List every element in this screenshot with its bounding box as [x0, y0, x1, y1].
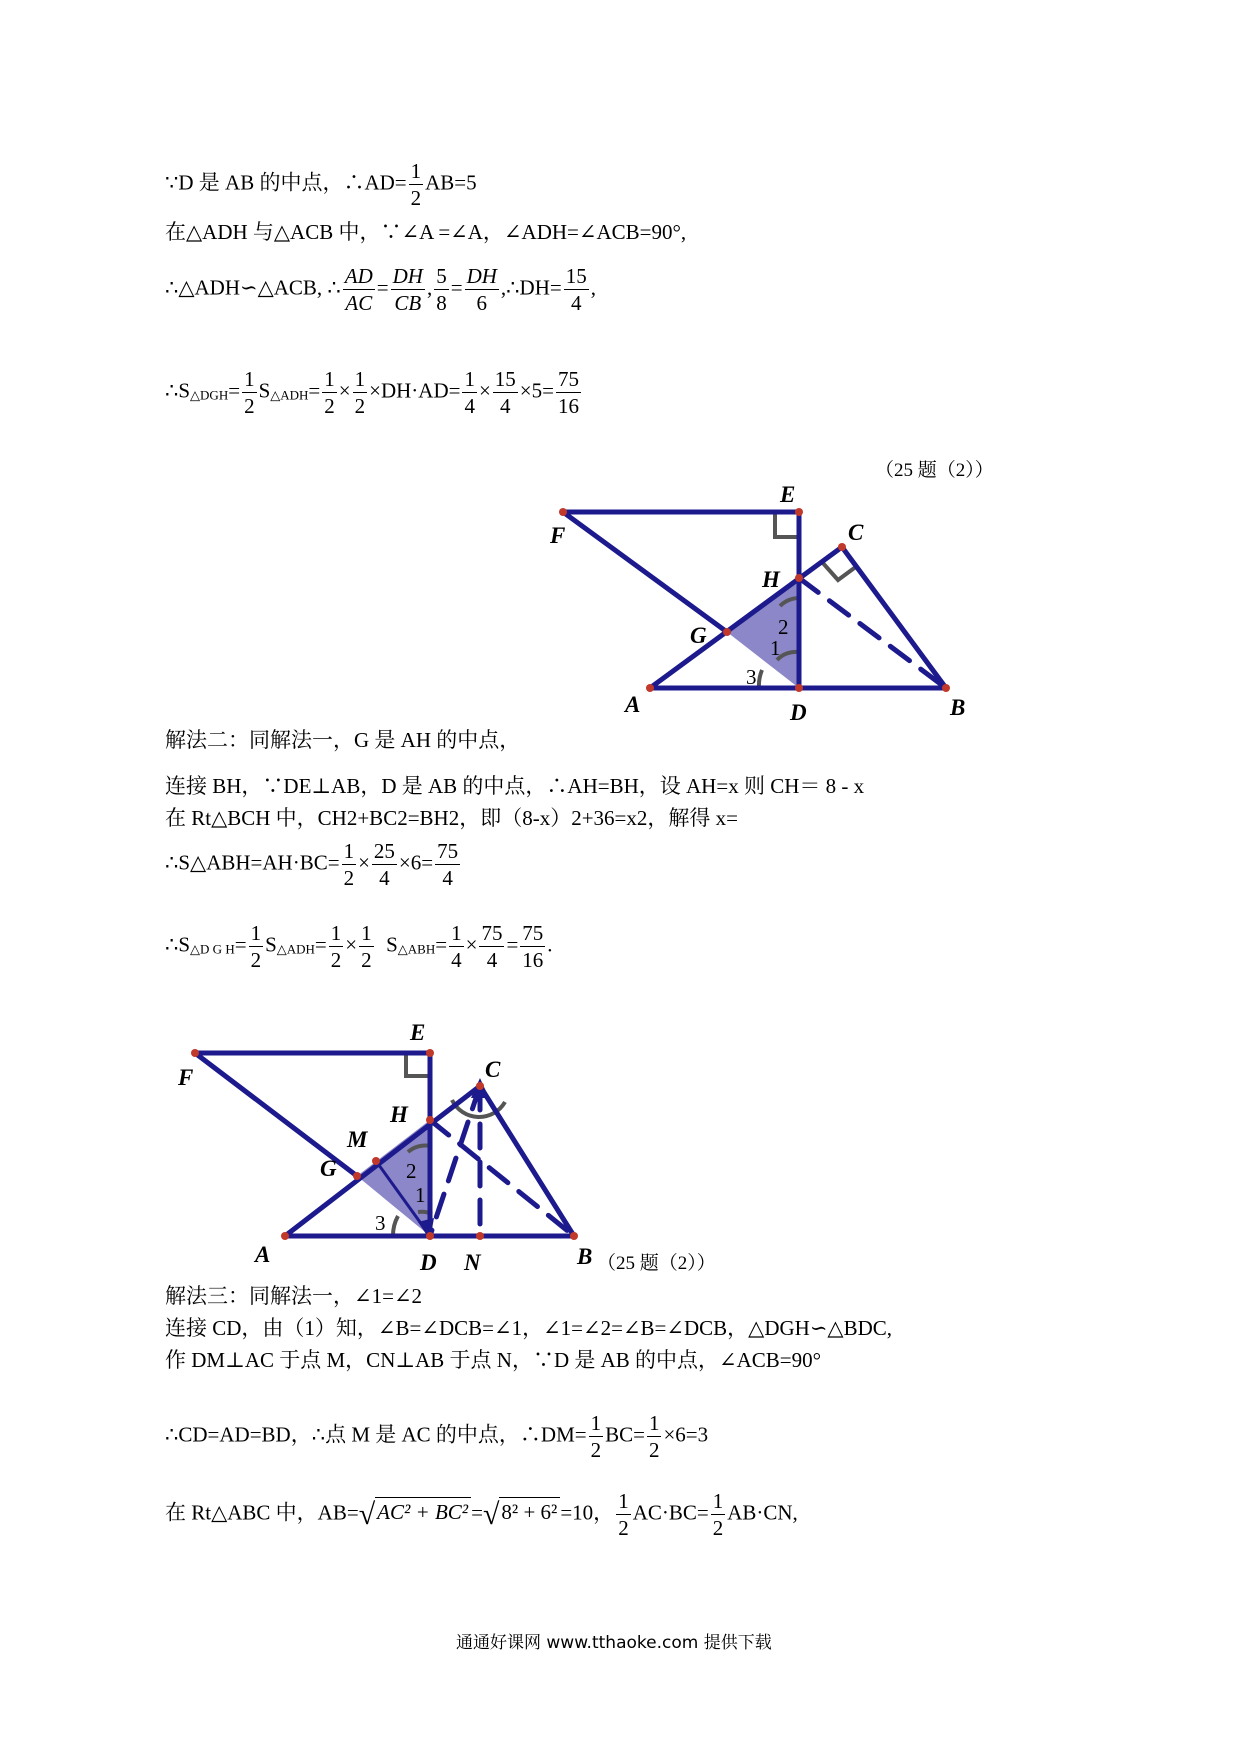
- angle-label-2: 2: [778, 615, 789, 639]
- angle-label-1: 1: [770, 636, 781, 660]
- point-e: [795, 508, 803, 516]
- fraction-seventyfive-sixteenths: $\frac{75}{16}$: [522, 921, 544, 973]
- label-a: A: [255, 1242, 271, 1267]
- fraction-fifteen-quarters: $\frac{15}{4}$: [494, 367, 516, 419]
- angle-label-2: 2: [406, 1159, 417, 1183]
- point-d: [795, 684, 803, 692]
- fraction-fifteen-quarters: $\frac{15}{4}$: [565, 264, 587, 316]
- fraction-dh-cb: $\frac{DH}{CB}$: [392, 264, 423, 316]
- fraction-one-half: $\frac{1}{2}$: [250, 921, 262, 973]
- point-g: [723, 628, 731, 636]
- label-g: G: [690, 623, 707, 648]
- point-g: [353, 1172, 361, 1180]
- method-3-line-3: ∴CD=AD=BD，∴点 M 是 AC 的中点，∴DM= $\frac{1}{2}$ BC= $\frac{1}{2}$ ×6=3: [165, 1411, 709, 1463]
- point-a: [646, 684, 654, 692]
- label-d: D: [790, 700, 807, 725]
- right-angle-mark-e: [775, 513, 799, 537]
- method-3-line-1: 连接 CD，由（1）知，∠B=∠DCB=∠1，∠1=∠2=∠B=∠DCB，△DGH∽△BDC,: [165, 1316, 893, 1340]
- fraction-one-half: $\frac{1}{2}$: [330, 921, 342, 973]
- fraction-one-quarter: $\frac{1}{4}$: [464, 367, 475, 419]
- method-2-title: 解法二：同解法一，G 是 AH 的中点，: [165, 728, 521, 752]
- label-c: C: [485, 1057, 501, 1082]
- method-3-line-4: 在 Rt△ABC 中，AB=√AC² + BC² =√8² + 6² =10， $\frac{1}{2}$ AC·BC= $\frac{1}{2}$ AB·CN,: [165, 1489, 798, 1541]
- label-b: B: [577, 1244, 593, 1269]
- square-root-8-6: √8² + 6²: [483, 1500, 560, 1530]
- method-2-line-3: ∴S△ABH=AH·BC= $\frac{1}{2}$ × $\frac{25}{4}$ ×6= $\frac{75}{4}$: [165, 839, 459, 891]
- point-a: [281, 1232, 289, 1240]
- label-h: H: [390, 1102, 408, 1127]
- fraction-one-half: $\frac{1}{2}$: [618, 1489, 629, 1541]
- segment-cd-dashed: [430, 1086, 480, 1236]
- label-d: D: [420, 1250, 437, 1270]
- point-h: [426, 1116, 434, 1124]
- point-c: [476, 1082, 484, 1090]
- geometry-figure-1: [540, 475, 1000, 735]
- fraction-one-half: $\frac{1}{2}$: [324, 367, 335, 419]
- geometry-figure-2: [170, 1010, 630, 1270]
- label-b: B: [950, 695, 966, 720]
- point-m: [372, 1157, 380, 1165]
- solution-line-4: ∴S△DGH= $\frac{1}{2}$ S△ADH= $\frac{1}{2}$ × $\frac{1}{2}$ ×DH·AD= $\frac{1}{4}$ × $\frac{15}{4}$ ×5= $\frac{75}{16}$: [165, 367, 579, 419]
- fraction-seventyfive-sixteenths: $\frac{75}{16}$: [557, 367, 579, 419]
- point-b: [942, 684, 950, 692]
- point-n: [476, 1232, 484, 1240]
- fraction-ad-ac: $\frac{AD}{AC}$: [344, 264, 373, 316]
- page-footer: 通通好课网 www.tthaoke.com 提供下载: [456, 1633, 772, 1653]
- fraction-one-half: $\frac{1}{2}$: [590, 1411, 602, 1463]
- right-angle-mark-c: [822, 562, 857, 580]
- point-h: [795, 574, 803, 582]
- fraction-one-half: $\frac{1}{2}$: [361, 921, 372, 973]
- solution-line-3: ∴△ADH∽△ACB, ∴ $\frac{AD}{AC}$ = $\frac{DH}{CB}$ , $\frac{5}{8}$ = $\frac{DH}{6}$ ,∴DH= $\frac{15}{4}$ ,: [165, 264, 596, 316]
- label-a: A: [625, 692, 641, 717]
- square-root-ac-bc: √AC² + BC²: [359, 1500, 471, 1530]
- segment-fg: [563, 512, 727, 632]
- fraction-five-eighths: $\frac{5}{8}$: [436, 264, 447, 316]
- label-h: H: [762, 567, 780, 592]
- angle-label-3: 3: [375, 1211, 386, 1235]
- label-n: N: [464, 1250, 481, 1270]
- fraction-one-quarter: $\frac{1}{4}$: [451, 921, 462, 973]
- label-g: G: [320, 1156, 337, 1181]
- fraction-dh-6: $\frac{DH}{6}$: [466, 264, 497, 316]
- angle-arc-3: [393, 1216, 398, 1236]
- segment-cb: [842, 547, 946, 688]
- label-f: F: [178, 1065, 194, 1090]
- angle-arc-3: [759, 670, 762, 688]
- angle-label-1: 1: [415, 1183, 426, 1207]
- fraction-one-half: $\frac{1}{2}$: [244, 367, 255, 419]
- fraction-one-half: $\frac{1}{2}$: [712, 1489, 724, 1541]
- angle-label-3: 3: [746, 665, 757, 689]
- method-3-title: 解法三：同解法一，∠1=∠2: [165, 1284, 423, 1308]
- method-2-line-4: ∴S△D G H= $\frac{1}{2}$ S△ADH= $\frac{1}{2}$ × $\frac{1}{2}$ S△ABH= $\frac{1}{4}$ × $\frac{75}{4}$ = $\frac{75}{16}$ .: [165, 921, 553, 973]
- segment-cb: [480, 1086, 574, 1236]
- method-3-line-2: 作 DM⊥AC 于点 M，CN⊥AB 于点 N，∵D 是 AB 的中点，∠ACB=90°: [165, 1348, 822, 1372]
- solution-line-1: ∵D 是 AB 的中点，∴AD= $\frac{1}{2}$ AB=5: [165, 159, 477, 211]
- point-b: [570, 1232, 578, 1240]
- label-e: E: [410, 1020, 426, 1045]
- figure-caption-1: （25 题（2））: [875, 460, 994, 481]
- label-e: E: [780, 482, 796, 507]
- label-c: C: [848, 520, 864, 545]
- fraction-seventyfive-quarters: $\frac{75}{4}$: [437, 839, 459, 891]
- method-2-line-2: 在 Rt△BCH 中，CH2+BC2=BH2，即（8-x）2+36=x2，解得 x=: [165, 806, 738, 830]
- fraction-seventyfive-quarters: $\frac{75}{4}$: [481, 921, 503, 973]
- fraction-one-half: $\frac{1}{2}$: [648, 1411, 660, 1463]
- label-m: M: [347, 1127, 368, 1152]
- method-2-line-1: 连接 BH，∵DE⊥AB，D 是 AB 的中点，∴AH=BH，设 AH=x 则 CH＝ 8 - x: [165, 774, 865, 798]
- fraction-one-half: $\frac{1}{2}$: [343, 839, 355, 891]
- segment-hb-dashed: [799, 578, 946, 688]
- point-e: [426, 1049, 434, 1057]
- label-f: F: [550, 523, 566, 548]
- solution-line-2: 在△ADH 与△ACB 中，∵∠A =∠A，∠ADH=∠ACB=90°,: [165, 220, 687, 244]
- point-f: [191, 1049, 199, 1057]
- fraction-one-half: $\frac{1}{2}$: [410, 159, 422, 211]
- point-c: [838, 543, 846, 551]
- figure-caption-2: （25 题（2））: [597, 1253, 716, 1274]
- point-d: [426, 1232, 434, 1240]
- fraction-one-half: $\frac{1}{2}$: [354, 367, 366, 419]
- right-angle-mark-e: [406, 1052, 430, 1076]
- fraction-twentyfive-quarters: $\frac{25}{4}$: [373, 839, 395, 891]
- point-f: [559, 508, 567, 516]
